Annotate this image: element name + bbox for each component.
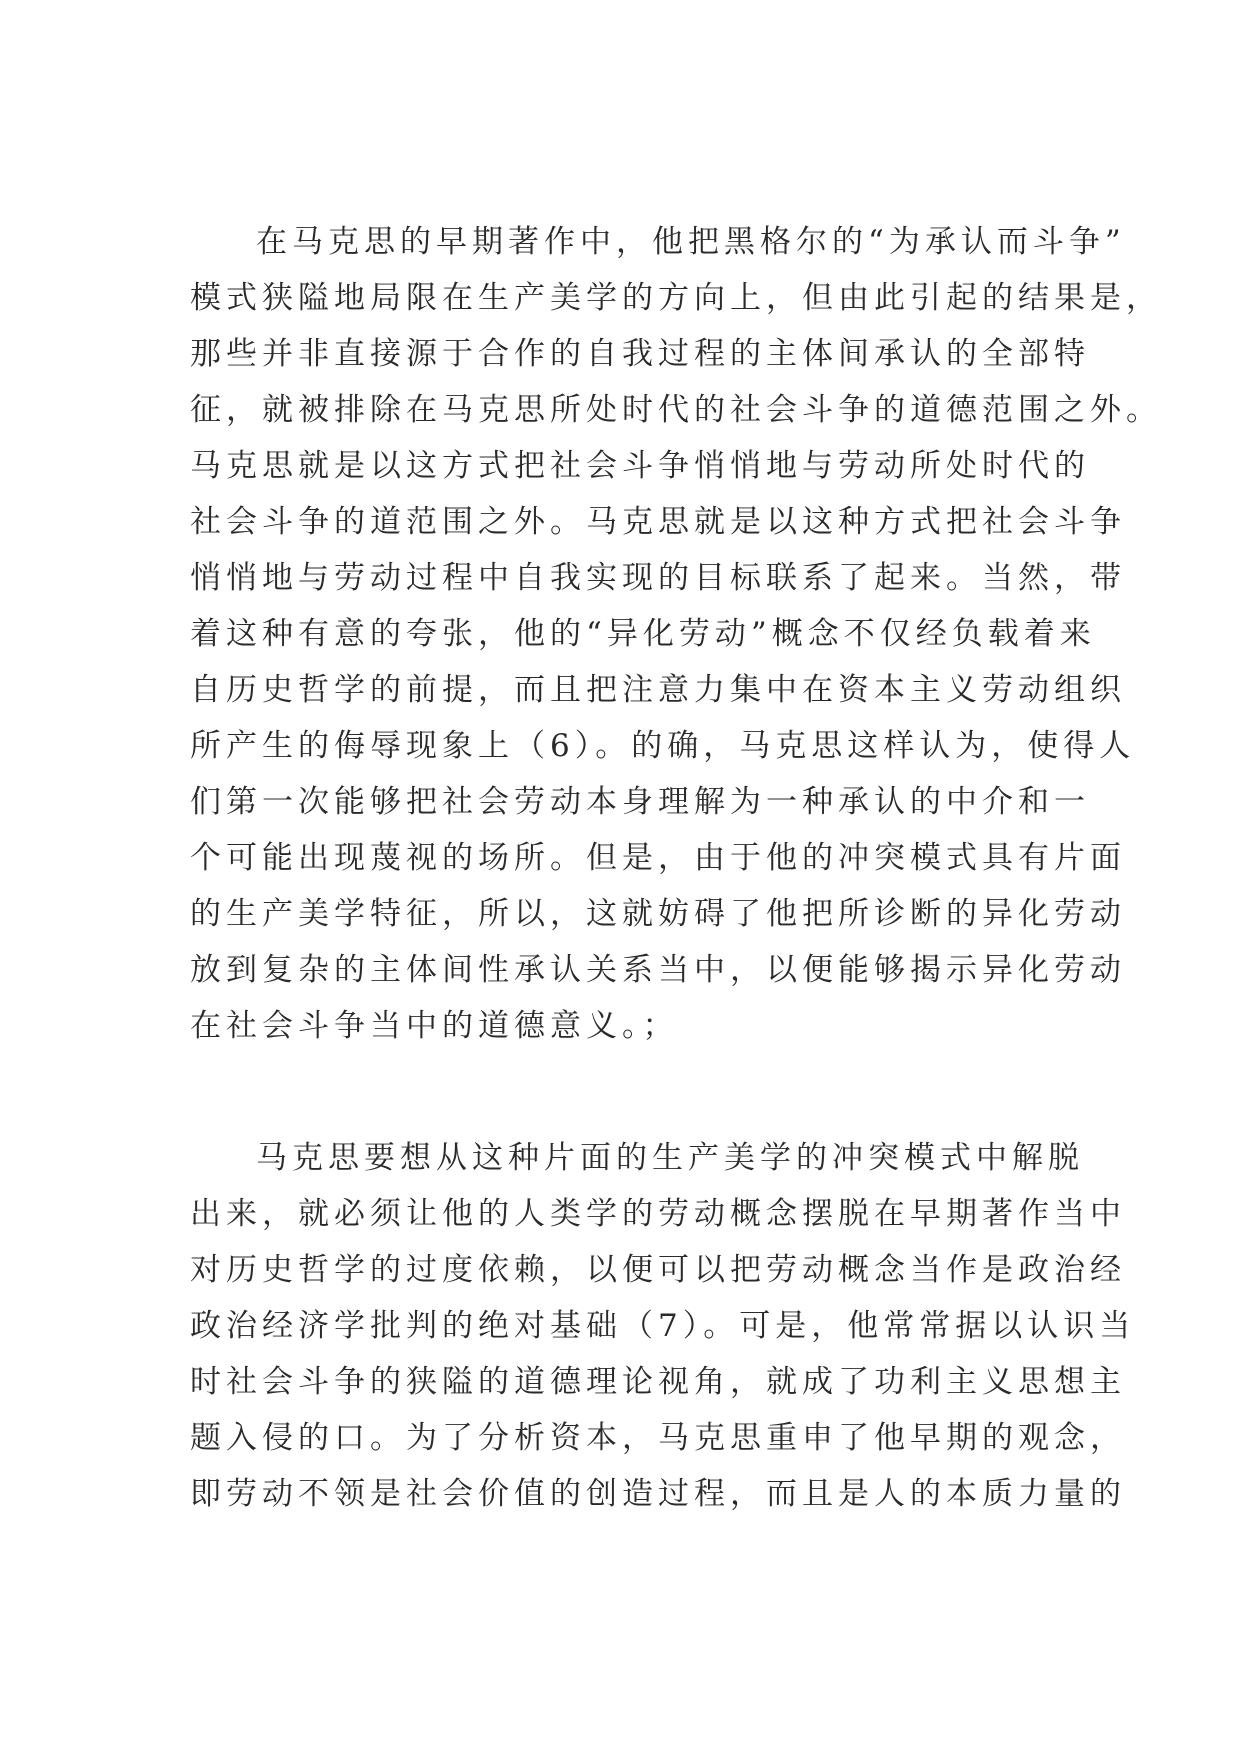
text-line: 着这种有意的夸张，他的“异化劳动”概念不仅经负载着来 — [190, 616, 1096, 652]
text-line: 即劳动不领是社会价值的创造过程，而且是人的本质力量的 — [190, 1476, 1126, 1512]
text-line: 题入侵的口。为了分析资本，马克思重申了他早期的观念， — [190, 1420, 1126, 1456]
text-line: 在马克思的早期著作中，他把黑格尔的“为承认而斗争” — [256, 224, 1126, 260]
text-line: 模式狭隘地局限在生产美学的方向上，但由此引起的结果是， — [190, 280, 1162, 316]
text-line: 马克思要想从这种片面的生产美学的冲突模式中解脱 — [256, 1140, 1084, 1176]
text-line: 所产生的侮辱现象上（6）。的确，马克思这样认为，使得人 — [190, 728, 1136, 764]
text-line: 社会斗争的道范围之外。马克思就是以这种方式把社会斗争 — [190, 504, 1126, 540]
text-line: 出来，就必须让他的人类学的劳动概念摆脱在早期著作当中 — [190, 1196, 1126, 1232]
text-line: 们第一次能够把社会劳动本身理解为一种承认的中介和一 — [190, 784, 1090, 820]
text-line: 自历史哲学的前提，而且把注意力集中在资本主义劳动组织 — [190, 672, 1126, 708]
text-line: 政治经济学批判的绝对基础（7）。可是，他常常据以认识当 — [190, 1308, 1136, 1344]
text-line: 放到复杂的主体间性承认关系当中，以便能够揭示异化劳动 — [190, 952, 1126, 988]
text-line: 那些并非直接源于合作的自我过程的主体间承认的全部特 — [190, 336, 1090, 372]
text-line: 个可能出现蔑视的场所。但是，由于他的冲突模式具有片面 — [190, 840, 1126, 876]
paragraph-2 — [190, 1130, 1136, 1522]
text-line: 马克思就是以这方式把社会斗争悄悄地与劳动所处时代的 — [190, 448, 1090, 484]
text-line: 对历史哲学的过度依赖，以便可以把劳动概念当作是政治经 — [190, 1252, 1126, 1288]
text-line: 悄悄地与劳动过程中自我实现的目标联系了起来。当然，带 — [190, 560, 1126, 596]
text-line: 征，就被排除在马克思所处时代的社会斗争的道德范围之外。 — [190, 392, 1162, 428]
paragraph-1 — [190, 214, 1162, 1054]
text-line: 在社会斗争当中的道德意义。； — [190, 1008, 679, 1044]
text-line: 的生产美学特征，所以，这就妨碍了他把所诊断的异化劳动 — [190, 896, 1126, 932]
text-line: 时社会斗争的狭隘的道德理论视角，就成了功利主义思想主 — [190, 1364, 1126, 1400]
